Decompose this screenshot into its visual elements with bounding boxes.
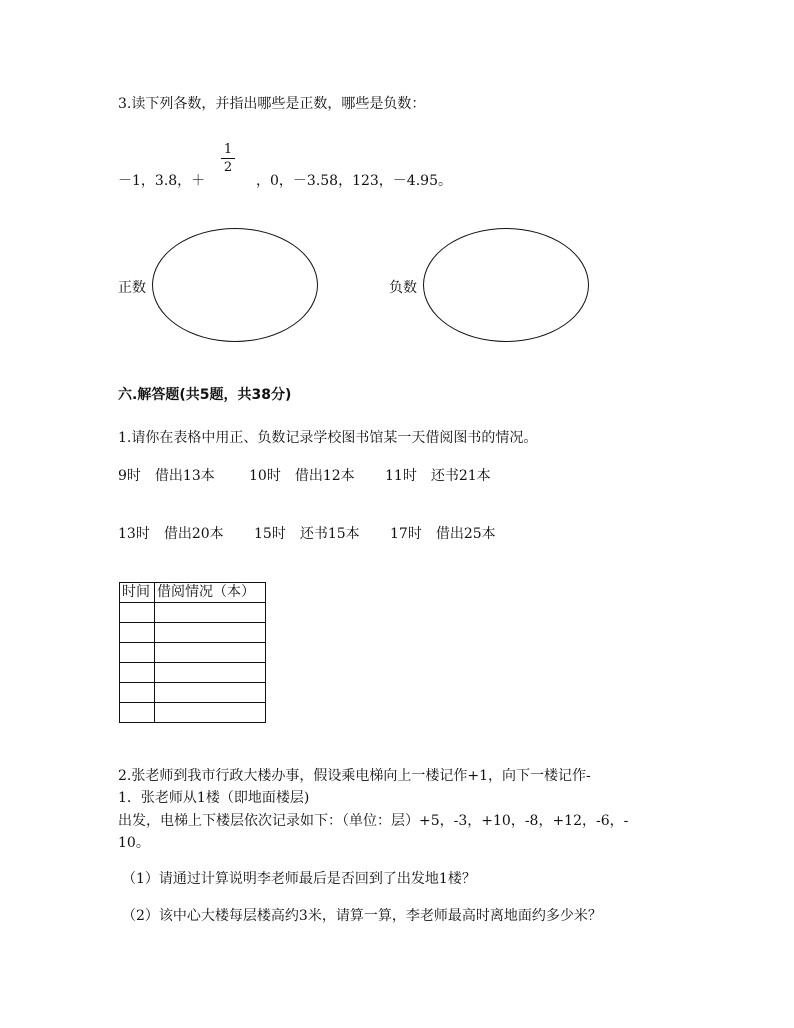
table-row [120,683,266,703]
q3-fraction [221,142,235,175]
table-cell[interactable] [155,643,266,663]
table-cell[interactable] [120,643,155,663]
table-row [120,643,266,663]
table-cell[interactable] [120,623,155,643]
record-11: 11时 还书21本 [385,468,491,484]
table-cell[interactable] [120,603,155,623]
p1-question: 1.请你在表格中用正、负数记录学校图书馆某一天借阅图书的情况。 [118,430,538,446]
record-15: 15时 还书15本 [254,526,360,542]
table-row [120,663,266,683]
q3-numbers-part2: ，0，－3.58，123，－4.95。 [256,173,452,189]
positive-ellipse [152,228,318,342]
table-header-row [120,583,266,603]
header-time: 时间 [120,583,155,603]
fraction-numerator: 1 [223,142,233,157]
table-cell[interactable] [155,663,266,683]
p2-line2: 1．张老师从1楼（即地面楼层) [118,790,310,806]
negative-ellipse [423,228,589,342]
table-cell[interactable] [120,703,155,723]
borrow-table [119,582,266,723]
table-cell[interactable] [155,683,266,703]
table-row [120,703,266,723]
fraction-bar [221,158,235,159]
q3-title: 3.读下列各数，并指出哪些是正数，哪些是负数： [118,96,426,112]
table-cell[interactable] [155,703,266,723]
record-9: 9时 借出13本 [118,468,215,484]
table-cell[interactable] [155,623,266,643]
p2-line4: 10。 [118,835,150,851]
record-17: 17时 借出25本 [390,526,496,542]
positive-label: 正数 [118,280,146,296]
table-row [120,603,266,623]
table-row [120,623,266,643]
p2-sub1: （1）请通过计算说明李老师最后是否回到了出发地1楼？ [122,871,476,887]
table-cell[interactable] [120,663,155,683]
p2-sub2: （2）该中心大楼每层楼高约3米，请算一算，李老师最高时离地面约多少米？ [122,908,602,924]
negative-label: 负数 [389,280,417,296]
p2-line3: 出发，电梯上下楼层依次记录如下：（单位：层）+5，-3，+10，-8，+12，-6，- [118,813,629,829]
table-cell[interactable] [155,603,266,623]
q3-numbers-part1: －1，3.8，＋ [118,173,206,189]
record-10: 10时 借出12本 [249,468,355,484]
record-13: 13时 借出20本 [118,526,224,542]
fraction-denominator: 2 [223,160,233,175]
p2-line1: 2.张老师到我市行政大楼办事，假设乘电梯向上一楼记作+1，向下一楼记作- [118,768,591,784]
table-cell[interactable] [120,683,155,703]
section-heading: 六.解答题(共5题，共38分) [118,387,292,403]
header-borrow: 借阅情况（本） [155,583,266,603]
